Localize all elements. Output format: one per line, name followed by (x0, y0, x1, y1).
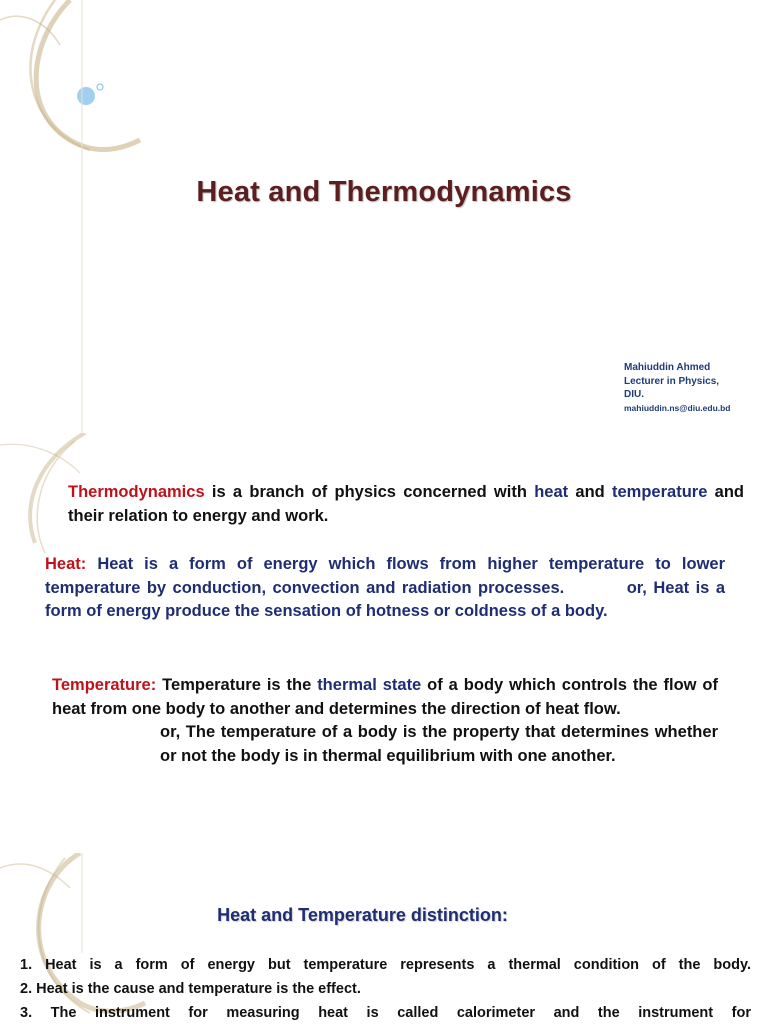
thermal-state-term: thermal state (317, 676, 422, 694)
author-institution: DIU. (624, 389, 644, 400)
swirl-decoration-icon (0, 0, 170, 180)
heat-alt-definition: or, Heat is a form of energy produce the sensation of hotness or coldness of a body. (45, 578, 725, 620)
author-name: Mahiuddin Ahmed (624, 362, 711, 373)
author-position: Lecturer in Physics, (624, 375, 720, 387)
author-email: mahiuddin.ns@diu.edu.bd (624, 402, 731, 413)
list-item: 2. Heat is the cause and temperature is the effect. (20, 981, 361, 997)
temperature-term: temperature (612, 483, 708, 501)
list-item: 1. Heat is a form of energy but temperature represents a thermal condition of the body. (20, 957, 751, 973)
distinction-title: Heat and Temperature distinction: (217, 905, 508, 925)
temperature-alt-definition: or, The temperature of a body is the property that determines whether or not the body is in thermal equilibrium with one another. (160, 723, 718, 765)
bubble-icon (77, 87, 95, 105)
slide-title: Heat and Thermodynamics (196, 176, 572, 208)
distinction-slide (0, 853, 768, 1024)
temperature-label: Temperature: (52, 676, 157, 694)
author-block (624, 361, 731, 415)
heat-label: Heat: (45, 555, 87, 573)
thermodynamics-term: Thermodynamics (68, 483, 205, 501)
temperature-definition: Temperature: Temperature is the thermal state of a body which controls the flow of heat from one body to another and determines the direction of heat flow. or, The temperature of a body is the property that determines whether or not the body is in thermal equilibrium with one another. (52, 674, 718, 768)
list-item: 3. The instrument for measuring heat is called calorimeter and the instrument for (20, 1005, 751, 1021)
title-slide (0, 0, 768, 433)
thermodynamics-definition: Thermodynamics is a branch of physics concerned with heat and temperature and their relation to energy and work. (68, 483, 744, 525)
heat-term: heat (534, 483, 569, 501)
definitions-slide (0, 433, 768, 853)
heat-definition: Heat: Heat is a form of energy which flows from higher temperature to lower temperature by conduction, convection and radiation processes. or, Heat is a form of energy produce the sensation of hotness or coldness of a body. (45, 555, 725, 620)
distinction-list (20, 953, 751, 1024)
